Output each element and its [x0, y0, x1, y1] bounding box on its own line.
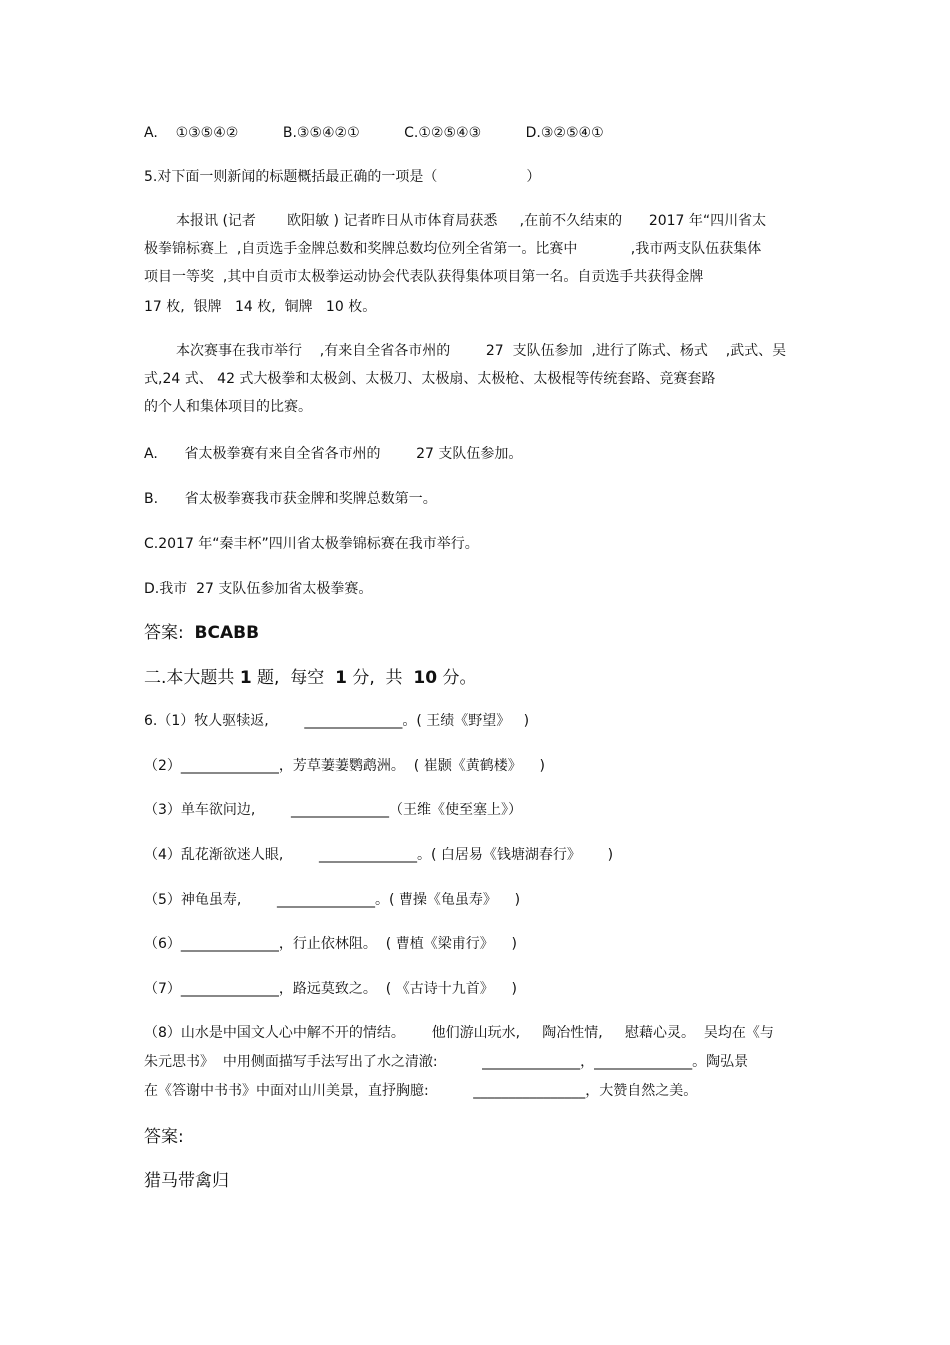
q6-item-4: （4）乱花渐欲迷人眼, ______________。( 白居易《钱塘湖春行》 ): [144, 847, 614, 863]
section-2-heading: [144, 666, 476, 690]
q6-item-1: 6.（1）牧人驱犊返, ______________。( 王绩《野望》 ): [144, 713, 530, 729]
q5-passage2-line-1: 本次赛事在我市举行 ,有来自全省各市州的 27 支队伍参加 ,进行了陈式、杨式 ,武式、吴: [176, 343, 787, 359]
section-2-prefix: 二.本大题共: [144, 668, 240, 688]
q5-option-b: B. 省太极拳赛我市获金牌和奖牌总数第一。: [144, 491, 437, 507]
section-2-mid2: 分, 共: [346, 668, 414, 688]
q5-passage-line-4: 17 枚, 银牌 14 枚, 铜牌 10 枚。: [144, 299, 377, 315]
section-2-total: 10: [413, 668, 438, 688]
q5-passage-line-3: 项目一等奖 ,其中自贡市太极拳运动协会代表队获得集体项目第一名。自贡选手共获得金牌: [144, 269, 704, 285]
answer-1-value: BCABB: [194, 623, 260, 643]
q6-item-7: （7）______________，路远莫致之。 ( 《古诗十九首》 ): [144, 981, 517, 997]
q6-item-8-line-3: 在《答谢中书书》中面对山川美景，直抒胸臆: ________________，大赞自然之美。: [144, 1083, 698, 1099]
q5-passage-line-2: 极拳锦标赛上 ,自贡选手金牌总数和奖牌总数均位列全省第一。比赛中 ,我市两支队伍获集体: [144, 241, 762, 257]
q6-item-3: （3）单车欲问边, ______________（王维《使至塞上》）: [144, 802, 522, 818]
answer-1: [144, 621, 259, 645]
section-2-points-each: 1: [335, 668, 347, 688]
q6-item-5: （5）神龟虽寿, ______________。( 曹操《龟虽寿》 ): [144, 892, 521, 908]
q5-option-d: D.我市 27 支队伍参加省太极拳赛。: [144, 581, 373, 597]
answer-2-label: 答案:: [144, 1127, 184, 1147]
q5-stem: 5.对下面一则新闻的标题概括最正确的一项是（ ）: [144, 169, 541, 185]
section-2-suffix: 分。: [437, 668, 477, 688]
q6-item-6: （6）______________，行止依林阻。 ( 曹植《梁甫行》 ): [144, 936, 517, 952]
q6-item-8-line-2: 朱元思书》 中用侧面描写手法写出了水之清澈: ______________，______________。陶弘景: [144, 1054, 749, 1070]
q4-options: A. ①③⑤④② B.③⑤④②① C.①②⑤④③ D.③②⑤④①: [144, 125, 604, 141]
answer-2-value: 猎马带禽归: [144, 1171, 229, 1191]
section-2-mid1: 题, 每空: [251, 668, 336, 688]
answer-1-label: 答案:: [144, 623, 195, 643]
section-2-count: 1: [239, 668, 252, 688]
q5-option-c: C.2017 年“秦丰杯”四川省太极拳锦标赛在我市举行。: [144, 536, 479, 552]
q6-item-2: （2）______________，芳草萋萋鹦鹉洲。 ( 崔颢《黄鹤楼》 ): [144, 758, 545, 774]
q5-passage2-line-2: 式,24 式、 42 式大极拳和太极剑、太极刀、太极扇、太极枪、太极棍等传统套路、竞赛套路: [144, 371, 716, 387]
q5-passage-line-1: 本报讯 (记者 欧阳敏 ) 记者昨日从市体育局获悉 ,在前不久结束的 2017 年“四川省太: [176, 213, 767, 229]
q5-passage2-line-3: 的个人和集体项目的比赛。: [144, 399, 312, 415]
q5-option-a: A. 省太极拳赛有来自全省各市州的 27 支队伍参加。: [144, 446, 523, 462]
q6-item-8-line-1: （8）山水是中国文人心中解不开的情结。 他们游山玩水, 陶冶性情, 慰藉心灵。 吴均在《与: [144, 1025, 774, 1041]
